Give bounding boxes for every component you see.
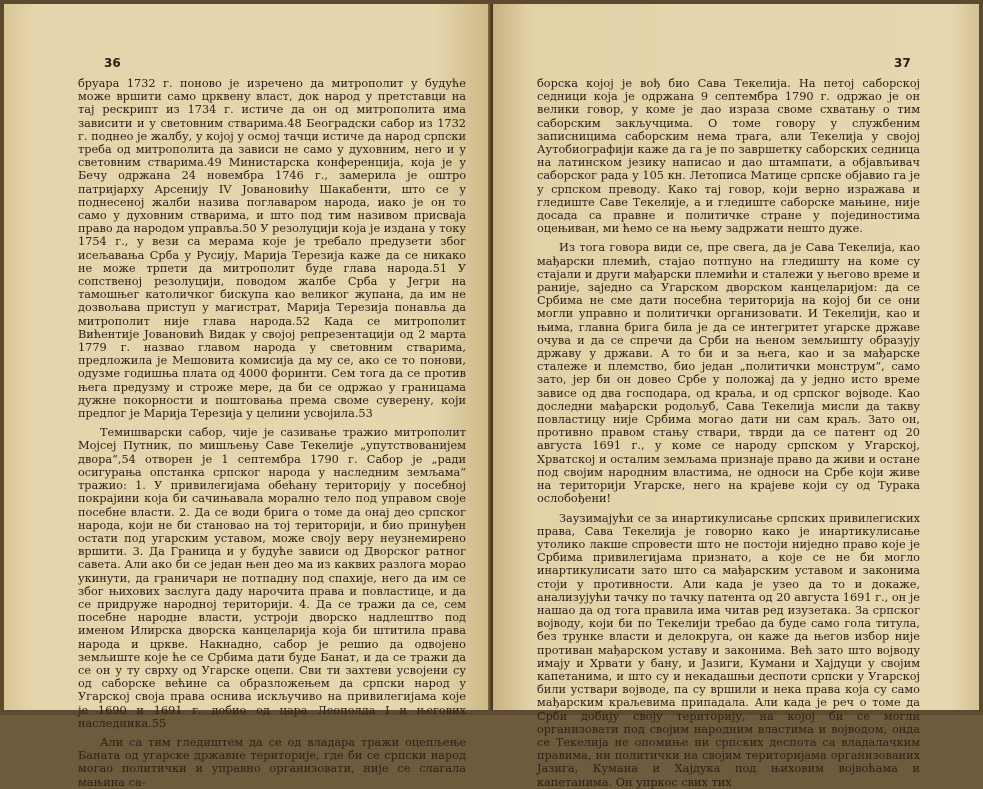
page-body bbox=[537, 77, 920, 789]
paragraph: Али са тим гледиштем да се од владара тражи оцепљење Баната од угарске државне територије, где би се српски народ могао политички и управно организовати, није се слагала мањина са- bbox=[78, 735, 466, 789]
page-body bbox=[78, 77, 466, 789]
right-page bbox=[493, 4, 979, 789]
paragraph: борска којој је вођ био Сава Текелија. На петој саборској седници која је одржана 9 септембра 1790 г. одржао је он велики говор, у коме је дао израза своме схватању о тим саборским закључцима. О томе говору у службеним записницима саборским нема трага, али Текелија у својој Аутобиографији каже да га је по завршетку саборских седница на латинском језику написао и дао штампати, а објављивач саборског рада у 105 кн. Летописа Матице српске објавио га је у српском преводу. Како тај говор, који верно изражава и гледиште Саве Текелије, а и гледиште саборске мањине, није досада са правне и политичке стране у појединостима оцењиван, ми ћемо се на њему задржати нешто дуже. bbox=[537, 77, 920, 236]
left-page bbox=[4, 4, 491, 789]
paragraph: Заузимајући се за инартикулисање српских привилегиских права, Сава Текелија је говорио како је инартикулисање утолико лакше спровести што не постоји ниједно право које је Србима привилегијама признато, а које се не би могло инартикулисати зато што са мађарским уставом и законима стоји у противности. Али када је узео да то и докаже, анализујући тачку по тачку патента од 20 августа 1691 г., он је нашао да од тога правила има читав ред изузетака. За српског војводу, који би по Текелији требао да буде само гола титула, без трунке власти и делокруга, он каже да његов избор није противан мађарском уставу и законима. Већ зато што војводу имају и Хрвати у бану, и Јазиги, Кумани и Хајдуци у својим капетанима, и што су и некадашњи деспоти српски у Угарској били уствари војводе, па су вршили и нека права која су само мађарским краљевима припадала. Али када је реч о томе да Срби добију своју територију, на којој би се могли организовати под својим народним властима и војводом, онда се Текелија не опомиње ни српских деспота са владалачким правима, ни политички на својим територијама организованих Јазига, Кумана и Хајдука под њиховим војвоћама и капетанима. Он упркос свих тих bbox=[537, 511, 920, 789]
paragraph: Из тога говора види се, пре свега, да је Сава Текелија, као мађарски племић, стајао потпуно на гледишту на коме су стајали и други мађарски племићи и сталежи у његово време и раније, заједно са Угарском дворском канцеларијом: да се Србима не сме дати посебна територија на којој би се они могли управно и политички организовати. И Текелији, као и њима, главна брига била је да се интегритет угарске државе очува и да се спречи да Срби на њеном земљишту образују државу у држави. А то би и за њега, као и за мађарске сталеже и племство, био један „политички монструм“, само зато, јер би он довео Србе у положај да у једно исто време зависе од два господара, од краља, и од српског војводе. Као доследни мађарски родољуб, Сава Текелија мисли да такву повластицу није Србима могао дати ни сам краљ. Зато он, противно правом стању ствари, тврди да се патент од 20 августа 1691 г., у коме се народу српском у Угарској, Хрватској и осталим земљама признаје право да живи и остане под својим народним властима, не односи на Србе који живе на територији Угарске, него на крајеве који су од Турака ослобођени! bbox=[537, 241, 920, 506]
paragraph: бруара 1732 г. поново је изречено да митрополит у будуће може вршити само црквену власт, док народ у претставци на тај рескрипт из 1734 г. истиче да он од митрополита има зависити и у световним стварима.48 Београдски сабор из 1732 г. поднео је жалбу, у којој у осмој тачци истиче да народ српски треба од митрополита да зависи не само у духовним, него и у световним стварима.49 Министарска конференција, која је у Бечу одржана 24 новембра 1746 г., замерила је оштро патријарху Арсенију IV Јовановићу Шакабенти, што се у поднесеној жалби назива поглаваром народа, иако је он то само у духовним стварима, и што под тим називом присваја право да народом управља.50 У резолуцији која је издана у току 1754 г., у вези са мерама које је требало предузети због исељавања Срба у Русију, Марија Терезија каже да се никако не може трпети да митрополит буде глава народа.51 У сопственој резолуцији, поводом жалбе Срба у Јегри на тамошњег католичког бискупа као великог жупана, да им не дозвољава приступ у магистрат, Марија Терезија понавља да митрополит није глава народа.52 Када се митрополит Вићентије Јовановић Видак у својој репрезентацији од 2 марта 1779 г. назвао главом народа у световним стварима, предложила је Мешовита комисија да му се, ако се то понови, одузме годишња плата од 4000 форинти. Сем тога да се против њега предузму и строже мере, да би се одржао у границама дужне покорности и поштовања према своме суверену, који предлог је Марија Терезија у целини усвојила.53 bbox=[78, 77, 466, 421]
paragraph: Темишварски сабор, чије је сазивање тражио митрополит Мојсеј Путник, по мишљењу Саве Текелије „упутствованијем двора“,54 отворен је 1 септембра 1790 г. Сабор је „ради осигурања опстанка српског народа у наследним земљама“ тражио: 1. У привилегијама обећану територију у посебној покрајини која би сачињавала морално тело под управом своје посебне власти. 2. Да се води брига о томе да онај део српског народа, који не би становао на тој територији, и био принуђен остати под угарским уставом, може своју веру неузнемирено вршити. 3. Да Граница и у будуће зависи од Дворског ратног савета. Али ако би се један њен део ма из каквих разлога морао укинути, да граничари не потпадну под спахије, него да им се због њихових заслуга даду нарочита права и повластице, и да се придруже народној територији. 4. Да се тражи да се, сем посебне народне власти, устроји дворско надлештво под именом Илирска дворска канцеларија која би штитила права народа и цркве. Накнадно, сабор је решио да одвојено земљиште које ће се Србима дати буде Банат, и да се тражи да се он у ту сврху од Угарске оцепи. Сви ти захтеви усвојени су од саборске већине са образложењем да српски народ у Угарској своја права оснива искључиво на привилегијама које је 1690 и 1691 г. добио од цара Леополда I и његових наследника.55 bbox=[78, 426, 466, 730]
page-number: 37 bbox=[894, 56, 911, 70]
page-number: 36 bbox=[104, 56, 121, 70]
